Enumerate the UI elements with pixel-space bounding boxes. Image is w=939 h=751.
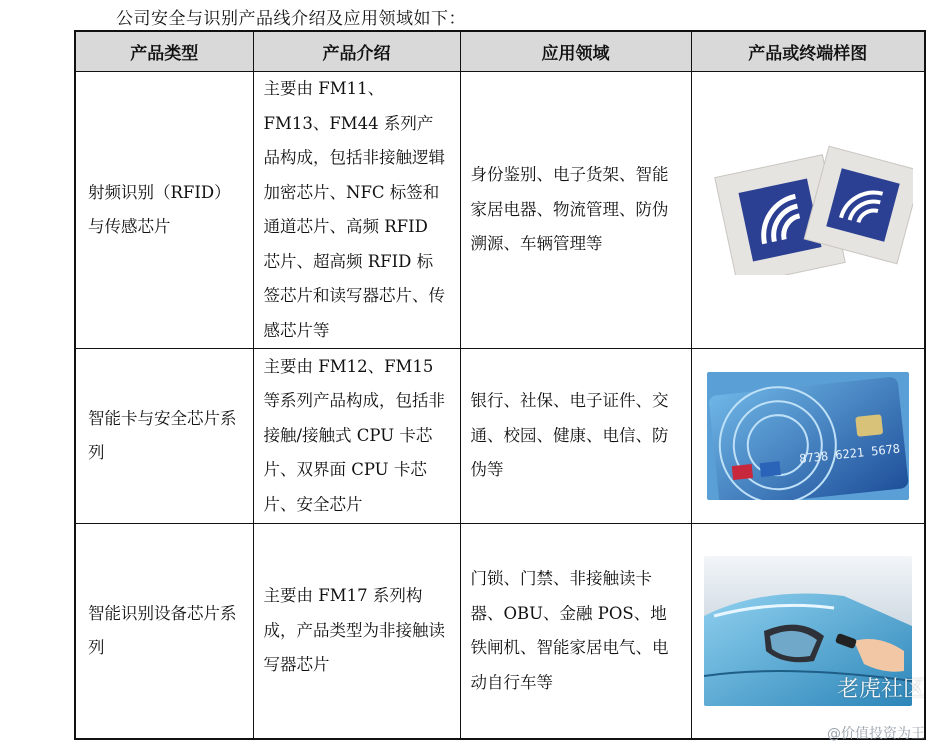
header-row [75,31,925,72]
cell-product-intro: 主要由 FM11、FM13、FM44 系列产品构成，包括非接触逻辑加密芯片、NFC 标签和通道芯片、高频 RFID 芯片、超高频 RFID 标签芯片和读写器芯片、传感芯片等 [253,72,460,349]
cell-product-type: 智能识别设备芯片系列 [75,524,253,740]
cell-product-type: 智能卡与安全芯片系列 [75,349,253,524]
header-product-type: 产品类型 [75,31,253,72]
cell-product-type: 射频识别（RFID）与传感芯片 [75,72,253,349]
cell-sample-image [691,72,925,349]
table-row [75,72,925,349]
cell-product-intro: 主要由 FM12、FM15 等系列产品构成，包括非接触/接触式 CPU 卡芯片、双界面 CPU 卡芯片、安全芯片 [253,349,460,524]
header-application: 应用领域 [460,31,691,72]
cell-application: 银行、社保、电子证件、交通、校园、健康、电信、防伪等 [460,349,691,524]
watermark-handle: @价值投资为王 [827,726,925,742]
product-table [74,30,926,740]
cell-product-intro: 主要由 FM17 系列构成，产品类型为非接触读写器芯片 [253,524,460,740]
header-product-intro: 产品介绍 [253,31,460,72]
table-row [75,524,925,740]
watermark-brand: 老虎社区 [836,677,925,702]
header-sample-image: 产品或终端样图 [691,31,925,72]
rfid-tags-image [703,145,913,275]
svg-text:8738 6221 5678: 8738 6221 5678 [798,441,901,466]
table-row [75,349,925,524]
cell-sample-image [691,349,925,524]
cell-application: 门锁、门禁、非接触读卡器、OBU、金融 POS、地铁闸机、智能家居电气、电动自行车等 [460,524,691,740]
intro-text: 公司安全与识别产品线介绍及应用领域如下： [116,9,466,29]
cell-sample-image [691,524,925,740]
cell-application: 身份鉴别、电子货架、智能家居电器、物流管理、防伪溯源、车辆管理等 [460,72,691,349]
bank-card-image [707,372,909,500]
